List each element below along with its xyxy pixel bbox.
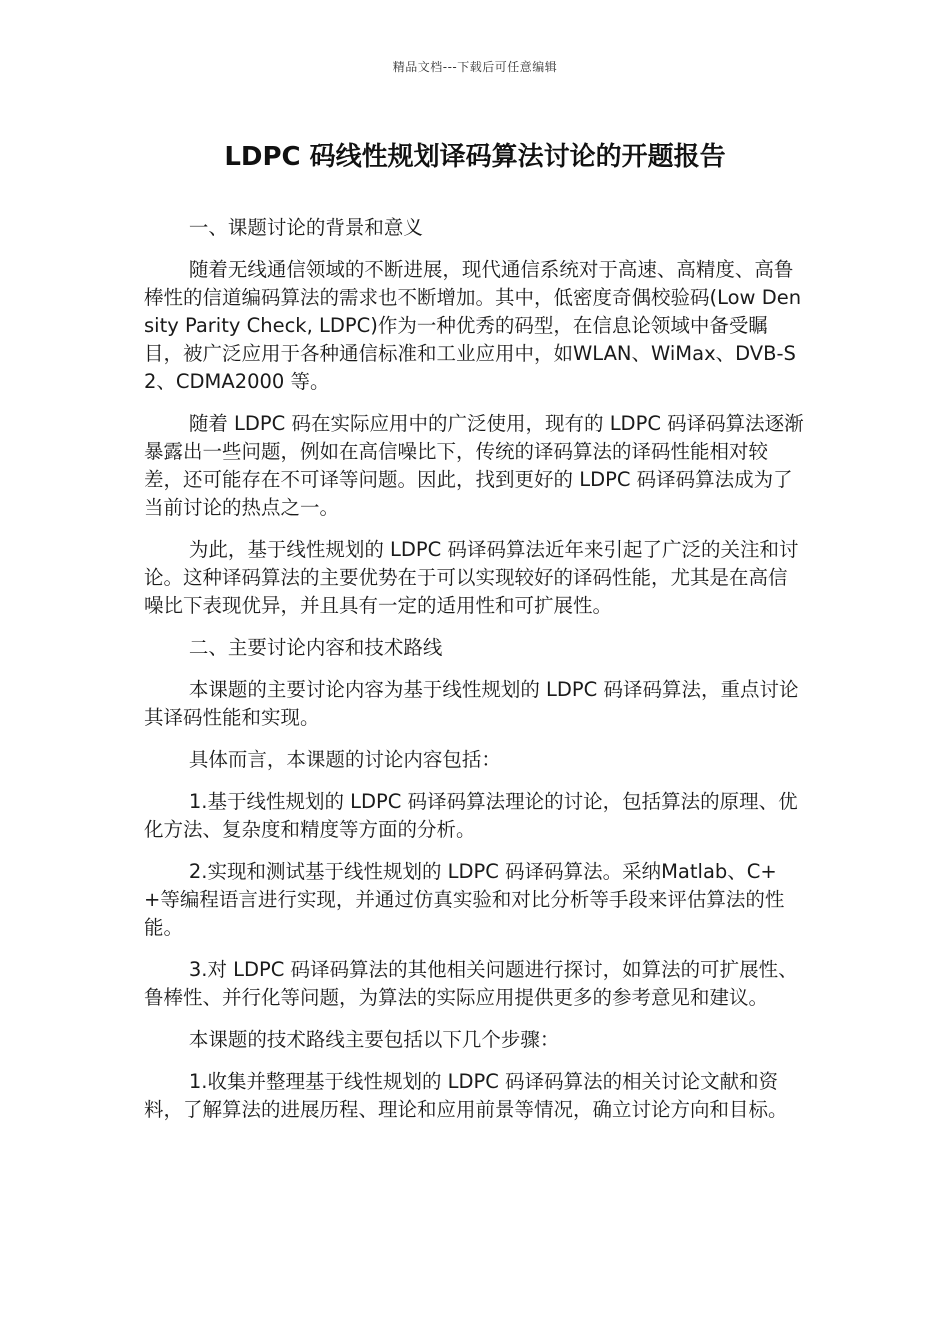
section-heading-background: 一、课题讨论的背景和意义 [188,216,423,239]
paragraph-content-main: 本课题的主要讨论内容为基于线性规划的 LDPC 码译码算法，重点讨论其译码性能和实现。 [144,678,799,729]
list-item-content-2: 2.实现和测试基于线性规划的 LDPC 码译码算法。采纳Matlab、C++等编程语言进行实现，并通过仿真实验和对比分析等手段来评估算法的性能。 [144,860,785,939]
document-title: LDPC 码线性规划译码算法讨论的开题报告 [224,142,726,172]
paragraph-content-intro: 具体而言，本课题的讨论内容包括： [188,748,501,771]
page-header-note: 精品文档---下载后可任意编辑 [392,60,558,74]
list-item-content-1: 1.基于线性规划的 LDPC 码译码算法理论的讨论，包括算法的原理、优化方法、复杂度和精度等方面的分析。 [144,790,798,841]
document-body [144,214,806,1138]
list-item-content-3: 3.对 LDPC 码译码算法的其他相关问题进行探讨，如算法的可扩展性、鲁棒性、并行化等问题，为算法的实际应用提供更多的参考意见和建议。 [144,958,798,1009]
paragraph-background-1: 随着无线通信领域的不断进展，现代通信系统对于高速、高精度、高鲁棒性的信道编码算法的需求也不断增加。其中，低密度奇偶校验码(Low Density Parity Check, LDPC)作为一种优秀的码型，在信息论领域中备受瞩目，被广泛应用于各种通信标准和工业应用中，如WLAN、WiMax、DVB-S2、CDMA2000 等。 [144,258,802,393]
paragraph-background-3: 为此，基于线性规划的 LDPC 码译码算法近年来引起了广泛的关注和讨论。这种译码算法的主要优势在于可以实现较好的译码性能，尤其是在高信噪比下表现优异，并且具有一定的适用性和可扩展性。 [144,538,799,617]
section-heading-content: 二、主要讨论内容和技术路线 [188,636,443,659]
list-item-route-1: 1.收集并整理基于线性规划的 LDPC 码译码算法的相关讨论文献和资料，了解算法的进展历程、理论和应用前景等情况，确立讨论方向和目标。 [144,1070,788,1121]
paragraph-background-2: 随着 LDPC 码在实际应用中的广泛使用，现有的 LDPC 码译码算法逐渐暴露出一些问题，例如在高信噪比下，传统的译码算法的译码性能相对较差，还可能存在不可译等问题。因此，找到更好的 LDPC 码译码算法成为了当前讨论的热点之一。 [144,412,804,519]
paragraph-route-intro: 本课题的技术路线主要包括以下几个步骤： [188,1028,560,1051]
